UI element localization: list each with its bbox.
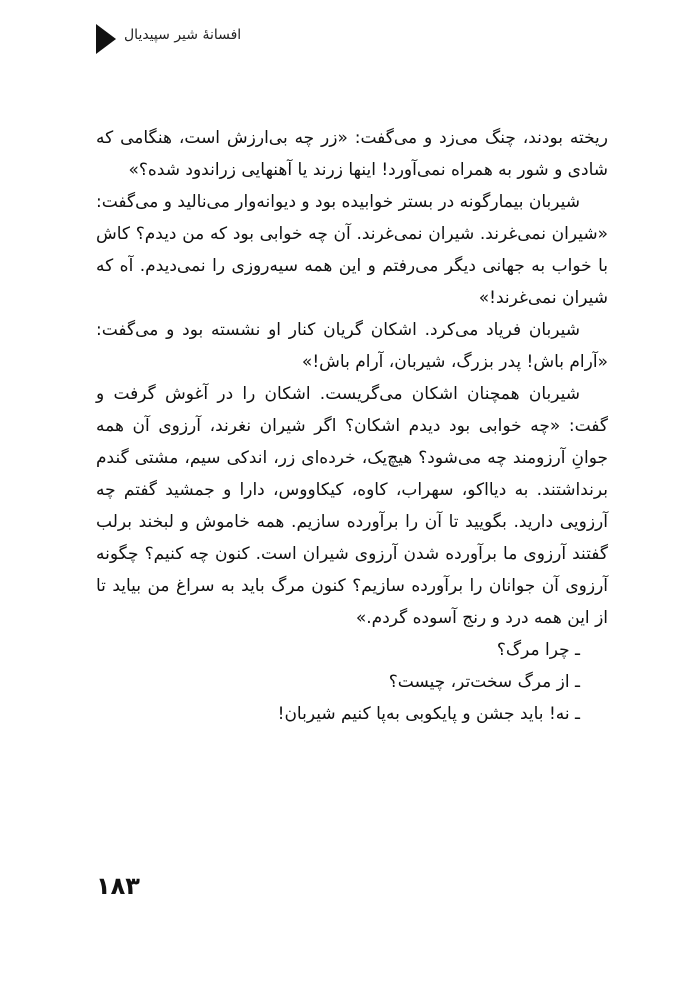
paragraph-3: شیربان فریاد می‌کرد. اشکان گریان کنار او نشسته بود و می‌گفت: «آرام باش! پدر بزرگ، شیربان، آرام باش!»: [96, 320, 608, 372]
page-number: ۱۸۳: [96, 872, 140, 900]
triangle-right-icon: [96, 24, 116, 54]
paragraph-1: ریخته بودند، چنگ می‌زد و می‌گفت: «زر چه بی‌ارزش است، هنگامی که شادی و شور به همراه نمی‌آورد! اینها زرند یا آهنهایی زراندود شده؟»: [96, 128, 608, 180]
dialogue-line-2: ـ از مرگ سخت‌تر، چیست؟: [388, 672, 580, 692]
running-head: افسانهٔ شیر سپیدیال: [124, 27, 242, 43]
body-text: [96, 122, 608, 730]
dialogue-line-1: ـ چرا مرگ؟: [496, 640, 580, 660]
paragraph-4: شیربان همچنان اشکان می‌گریست. اشکان را در آغوش گرفت و گفت: «چه خوابی بود دیدم اشکان؟ اگر شیران نغرند، آرزوی آن همه جوانِ آرزومند چه می‌شود؟ هیچ‌یک، خرده‌ای زر، اندکی سیم، مشتی گندم برنداشتند. به دیااکو، سهراب، کاوه، کیکاووس، دارا و جمشید گفتم چه آرزویی دارید. بگویید تا آن را برآورده سازیم. همه خاموش و لبخند برلب گفتند آرزوی ما برآورده شدن آرزوی شیران است. کنون چه کنیم؟ چگونه آرزوی آن جوانان را برآورده سازیم؟ کنون مرگ باید به سراغ من بیاید تا از این همه درد و رنج آسوده گردم.»: [96, 384, 608, 628]
paragraph-2: شیربان بیمارگونه در بستر خوابیده بود و دیوانه‌وار می‌نالید و می‌گفت: «شیران نمی‌غرند. شیران نمی‌غرند. آن چه خوابی بود که من دیدم؟ کاش با خواب به جهانی دیگر می‌رفتم و این همه سیه‌روزی را نمی‌دیدم. آه که شیران نمی‌غرند!»: [96, 192, 608, 308]
dialogue-line-3: ـ نه! باید جشن و پایکوبی به‌پا کنیم شیربان!: [277, 704, 580, 724]
page-header: [96, 22, 616, 56]
